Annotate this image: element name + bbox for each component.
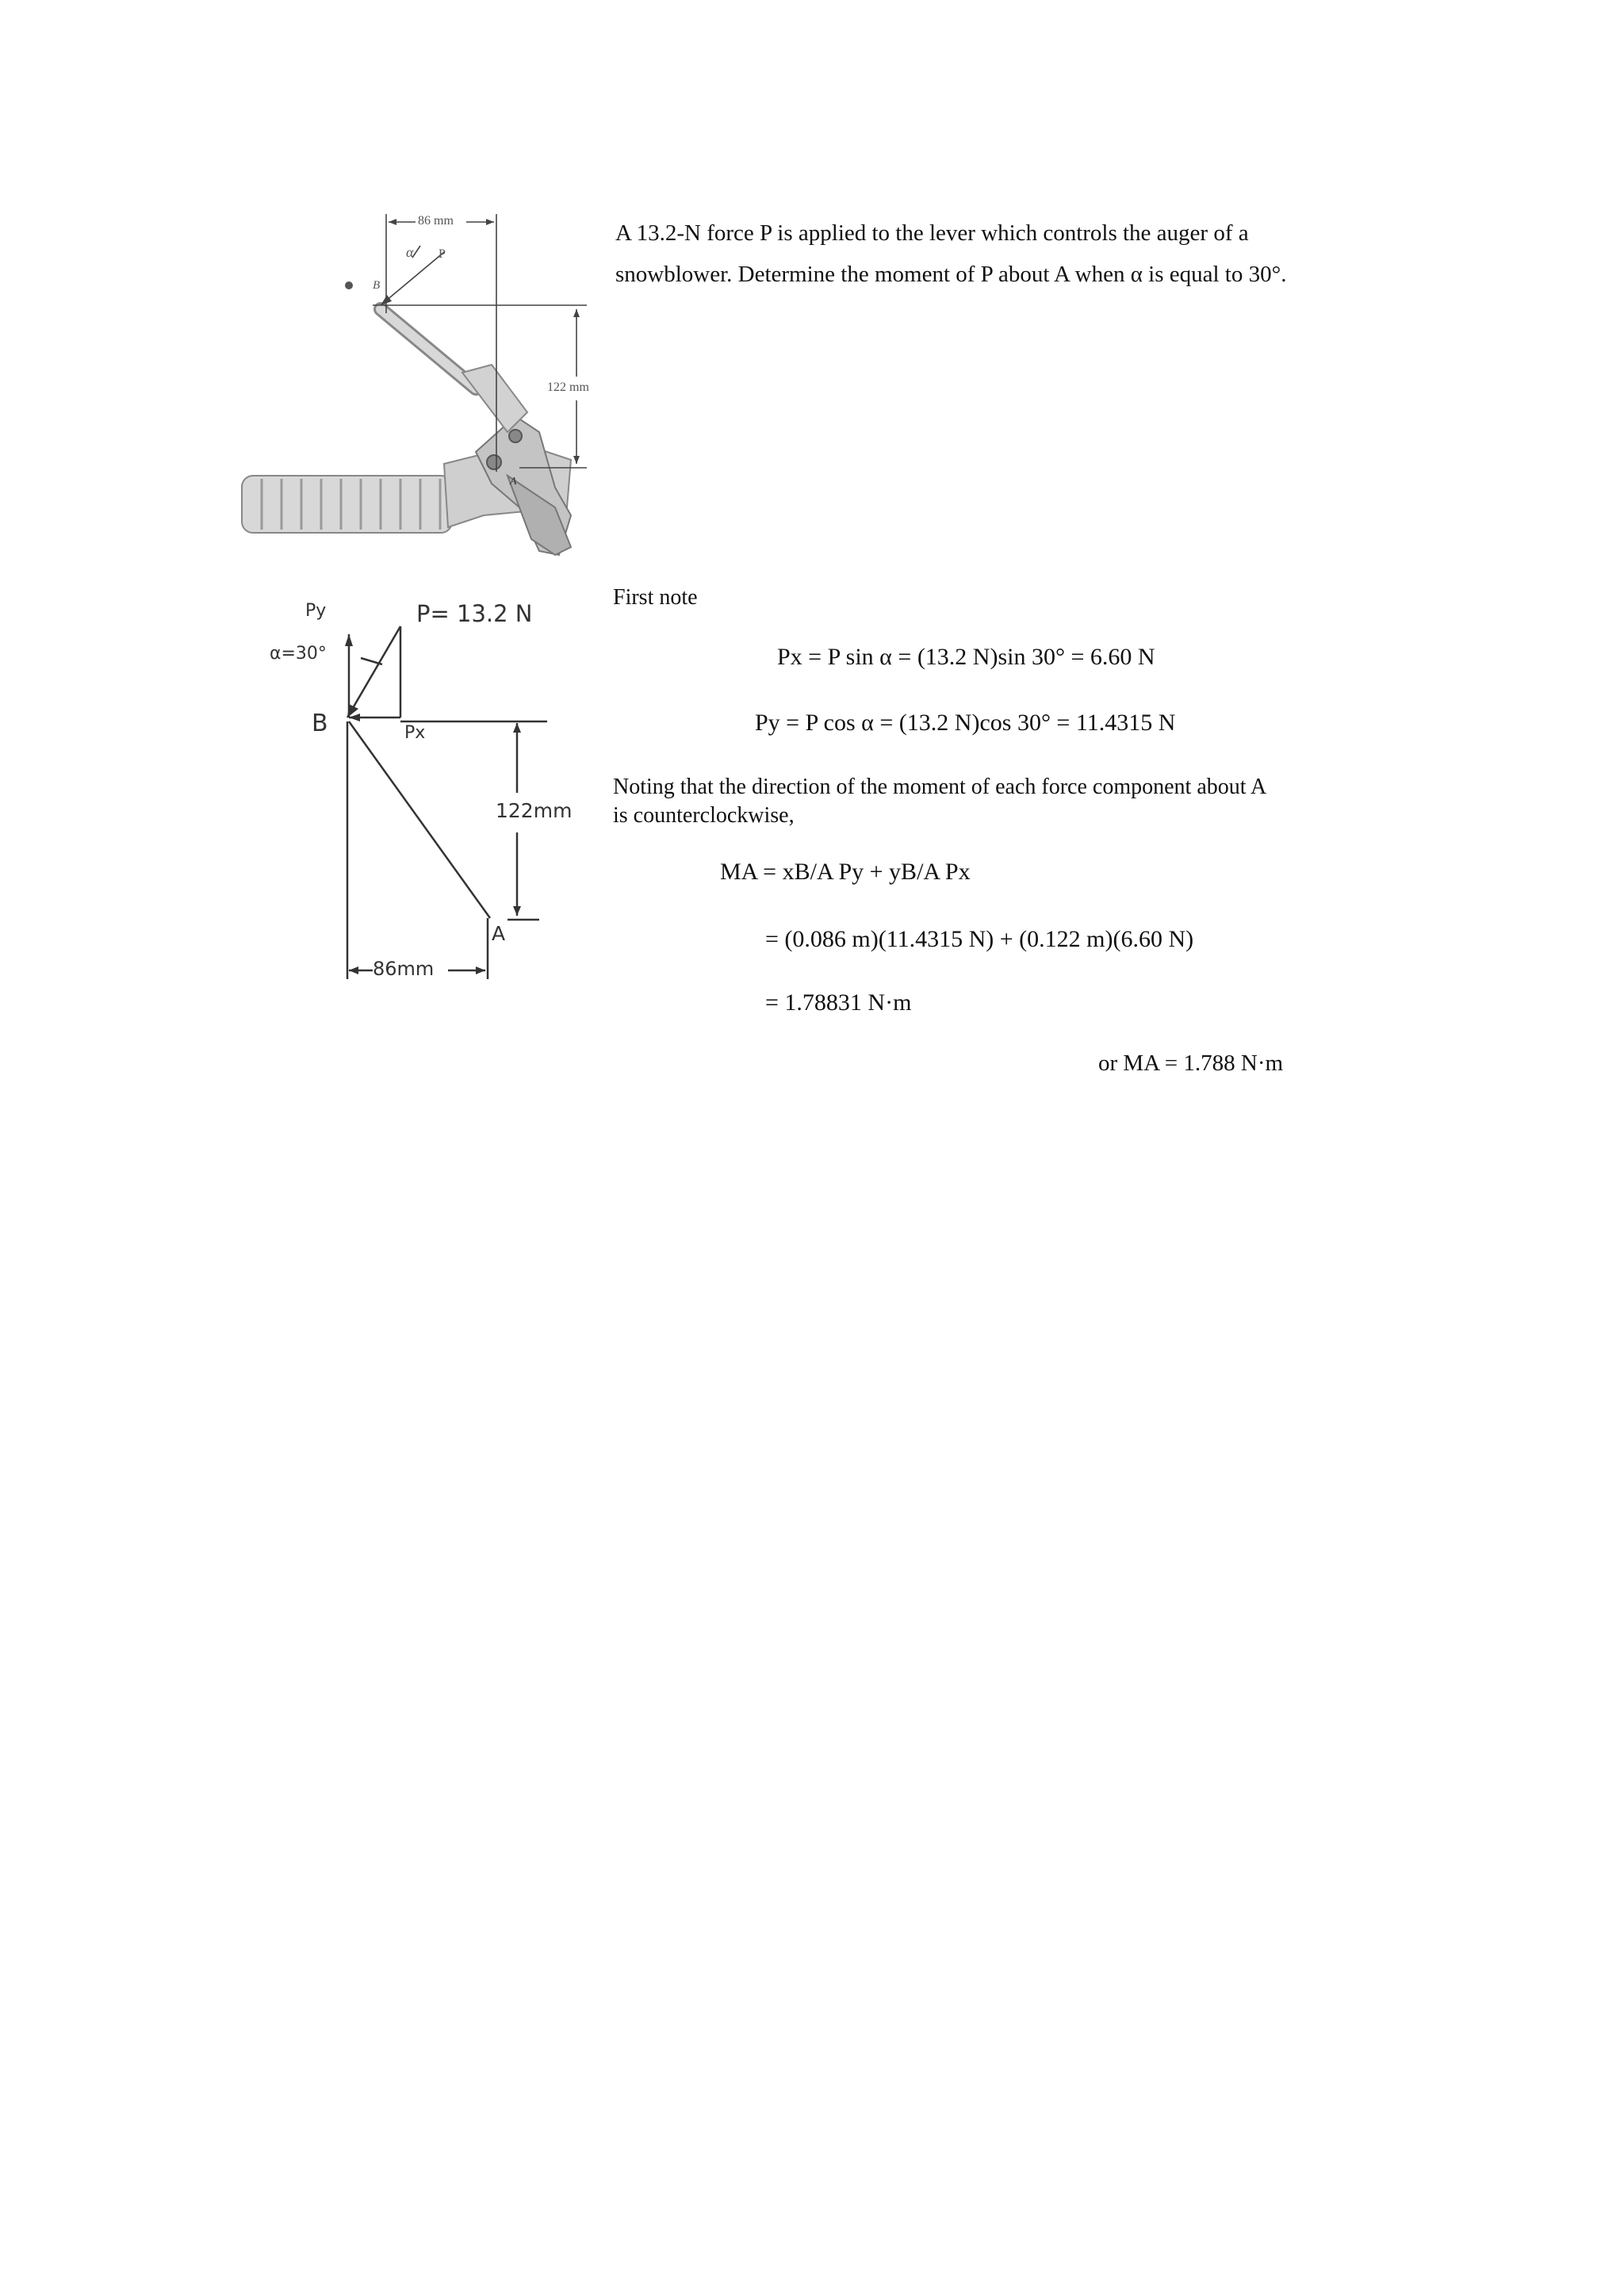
moment-result: = 1.78831 N·m <box>765 989 912 1016</box>
fbd-dim-horizontal: 86mm <box>373 958 435 980</box>
fbd-label-alpha: α=30° <box>270 644 327 664</box>
fbd-label-px: Px <box>404 723 426 743</box>
final-answer: or MA = 1.788 N·m <box>1098 1050 1284 1076</box>
top-dim-horizontal: 86 mm <box>418 214 454 228</box>
top-label-p: P <box>439 247 446 261</box>
problem-statement <box>615 212 1377 295</box>
fbd-label-p: P= 13.2 N <box>416 600 533 627</box>
top-dim-vertical: 122 mm <box>547 381 589 394</box>
noting-line-2: is counterclockwise, <box>613 803 795 828</box>
px-equation: Px = P sin α = (13.2 N)sin 30° = 6.60 N <box>777 644 1155 670</box>
noting-line-1: Noting that the direction of the moment of each force component about A <box>613 775 1267 799</box>
first-note: First note <box>613 585 698 610</box>
py-equation: Py = P cos α = (13.2 N)cos 30° = 11.4315 N <box>755 710 1176 736</box>
problem-line-1: A 13.2-N force P is applied to the lever which controls the auger of a <box>615 220 1249 246</box>
top-label-a: A <box>510 476 517 488</box>
fbd-dim-vertical: 122mm <box>496 799 573 822</box>
noting-paragraph <box>613 773 1374 830</box>
moment-substitution: = (0.086 m)(11.4315 N) + (0.122 m)(6.60 N) <box>765 926 1194 952</box>
top-label-alpha: α <box>406 244 414 260</box>
moment-equation: MA = xB/A Py + yB/A Px <box>720 859 971 885</box>
fbd-label-a: A <box>492 922 506 945</box>
fbd-label-py: Py <box>305 601 327 621</box>
problem-line-2: snowblower. Determine the moment of P about A when α is equal to 30°. <box>615 262 1287 287</box>
fbd-label-b: B <box>312 710 328 737</box>
top-label-b: B <box>373 279 381 292</box>
